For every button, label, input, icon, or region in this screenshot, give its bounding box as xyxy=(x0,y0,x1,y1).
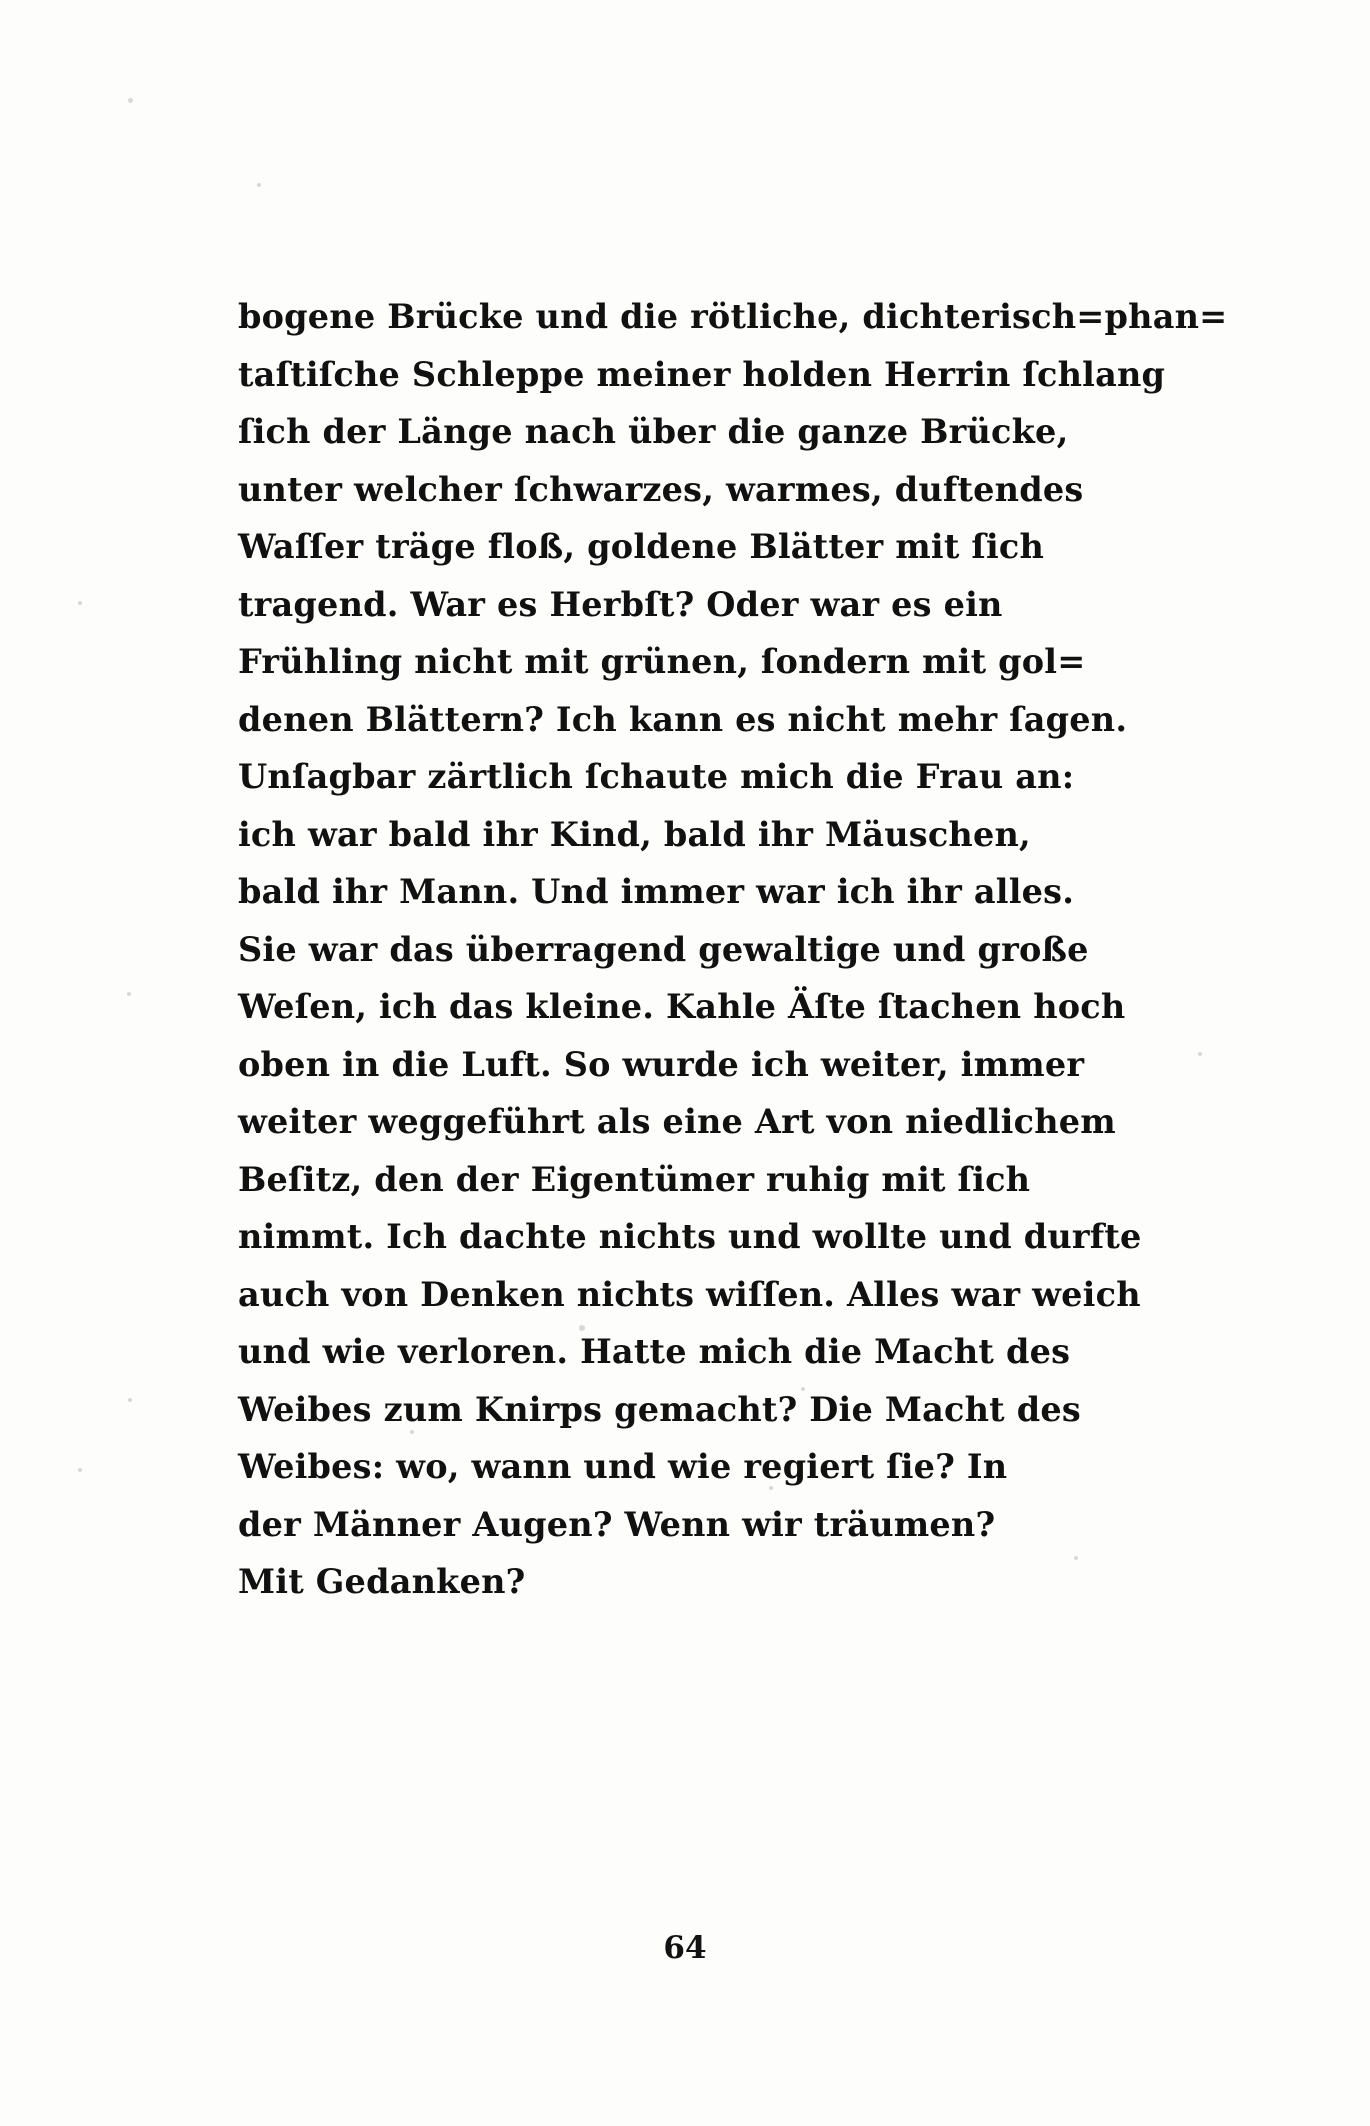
text-line: tragend. War es Herbſt? Oder war es ein xyxy=(238,584,1003,624)
text-line: weiter weggeführt als eine Art von niedlichem xyxy=(238,1102,1116,1141)
text-line: Mit Gedanken? xyxy=(238,1562,526,1601)
paper-speck xyxy=(78,601,82,605)
paper-speck xyxy=(257,183,261,187)
text-line: Unſagbar zärtlich ſchaute mich die Frau an: xyxy=(238,757,1075,796)
text-line: bald ihr Mann. Und immer war ich ihr alles. xyxy=(238,872,1075,911)
text-line: ſich der Länge nach über die ganze Brücke, xyxy=(238,412,1069,451)
text-line: unter welcher ſchwarzes, warmes, duftendes xyxy=(238,469,1084,509)
text-line: bogene Brücke und die rötliche, dichterisch=phan= xyxy=(238,297,1228,336)
text-line: und wie verloren. Hatte mich die Macht des xyxy=(238,1332,1071,1371)
paper-speck xyxy=(78,1468,82,1472)
paper-speck xyxy=(128,1398,132,1402)
text-line: Weibes: wo, wann und wie regiert ſie? In xyxy=(238,1447,1008,1486)
text-line: der Männer Augen? Wenn wir träumen? xyxy=(238,1504,996,1544)
paper-speck xyxy=(1198,1052,1202,1056)
text-line: Weſen, ich das kleine. Kahle Äſte ſtachen hoch xyxy=(238,987,1126,1026)
text-line: Waſſer träge floß, goldene Blätter mit ſich xyxy=(238,527,1045,566)
text-line: denen Blättern? Ich kann es nicht mehr ſagen. xyxy=(238,699,1128,739)
text-line: Beſitz, den der Eigentümer ruhig mit ſich xyxy=(238,1159,1031,1199)
text-line: ich war bald ihr Kind, bald ihr Mäuschen, xyxy=(238,814,1031,854)
body-text xyxy=(238,288,1228,1611)
page-number: 64 xyxy=(663,1930,707,1966)
paper-speck xyxy=(128,98,133,103)
text-line: auch von Denken nichts wiſſen. Alles war weich xyxy=(238,1274,1141,1314)
paper-speck xyxy=(127,992,131,996)
text-line: oben in die Luft. So wurde ich weiter, immer xyxy=(238,1044,1085,1084)
text-line: taſtiſche Schleppe meiner holden Herrin ſchlang xyxy=(238,354,1166,394)
text-line: Frühling nicht mit grünen, ſondern mit gol= xyxy=(238,642,1086,681)
text-line: Weibes zum Knirps gemacht? Die Macht des xyxy=(238,1389,1081,1429)
text-line: nimmt. Ich dachte nichts und wollte und durfte xyxy=(238,1217,1142,1256)
text-line: Sie war das überragend gewaltige und große xyxy=(238,929,1089,969)
